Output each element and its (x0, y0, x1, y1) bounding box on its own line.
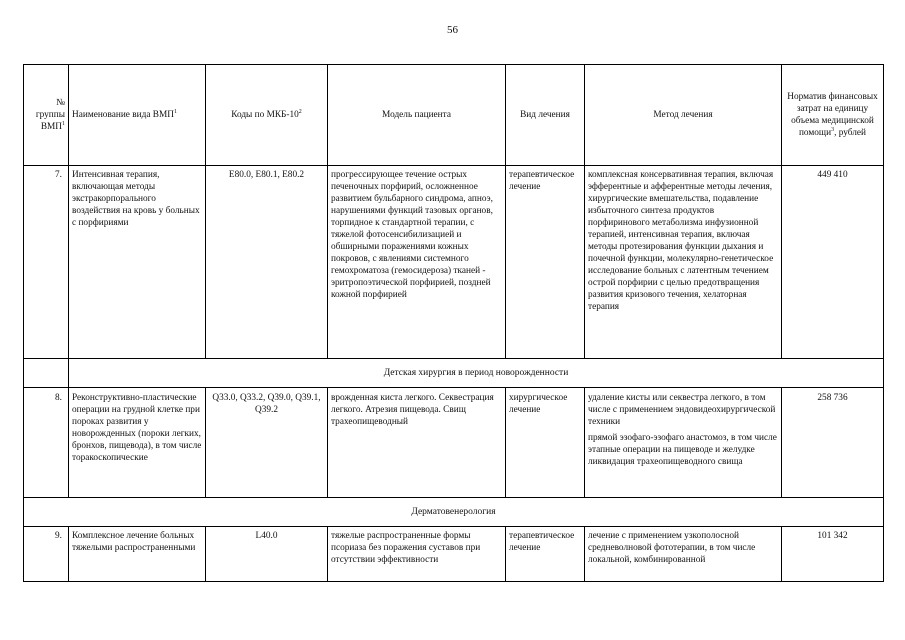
treatment-type: хирургическое лечение (506, 388, 585, 498)
vmp-name: Интенсивная терапия, включающая методы экстракорпорального воздействия на кровь у больных с порфириями (69, 166, 206, 359)
table-row (24, 527, 884, 582)
icd-codes: L40.0 (206, 527, 328, 582)
table-row (24, 166, 884, 359)
treatment-method: лечение с применением узкополосной средневолновой фототерапии, в том числе локальной, комбинированной (585, 527, 782, 582)
header-treatment-method: Метод лечения (585, 65, 782, 166)
cost-standard: 258 736 (782, 388, 884, 498)
patient-model: врожденная киста легкого. Секвестрация легкого. Атрезия пищевода. Свищ трахеопищеводный (328, 388, 506, 498)
group-number: 9. (24, 527, 69, 582)
vmp-name: Комплексное лечение больных тяжелыми распространенными (69, 527, 206, 582)
vmp-name: Реконструктивно-пластические операции на грудной клетке при пороках развития у новорожденных (пороки легких, бронхов, пищевода), в том числе торакоскопические (69, 388, 206, 498)
section-title-derma: Дерматовенерология (24, 498, 884, 527)
treatment-type: терапевтическое лечение (506, 166, 585, 359)
icd-codes: E80.0, E80.1, E80.2 (206, 166, 328, 359)
treatment-method: комплексная консервативная терапия, включая эфферентные и афферентные методы лечения, хирургические вмешательства, подавление избыточного синтеза продуктов порфиринового метаболизма инфузионной терапией, интенсивная терапия, включая методы протезирования функции дыхания и почечной функции, молекулярно-генетическое исследование больных с латентным течением острой порфирии с целью предотвращения развития кризового течения, хелаторная терапия (585, 166, 782, 359)
cost-standard: 449 410 (782, 166, 884, 359)
patient-model: тяжелые распространенные формы псориаза без поражения суставов при отсутствии эффективности (328, 527, 506, 582)
header-cost-standard: Норматив финансовых затрат на единицу объема медицинской помощи$^3$, рублей (782, 65, 884, 166)
table-header-row (24, 65, 884, 166)
treatment-type: терапевтическое лечение (506, 527, 585, 582)
icd-codes: Q33.0, Q33.2, Q39.0, Q39.1, Q39.2 (206, 388, 328, 498)
header-treatment-type: Вид лечения (506, 65, 585, 166)
treatment-method-part: удаление кисты или секвестра легкого, в том числе с применением эндовидеохирургической техники (588, 393, 776, 427)
treatment-method (585, 388, 782, 498)
cost-standard: 101 342 (782, 527, 884, 582)
header-icd-codes: Коды по МКБ-$10^2$ (206, 65, 328, 166)
patient-model: прогрессирующее течение острых печеночных порфирий, осложненное развитием бульбарного синдрома, апноэ, нарушениями функций тазовых органов, торпидное к стандартной терапии, с тяжелой фотосенсибилизацией и обширными поражениями кожных покровов, с явлениями системного гемохроматоза (гемосидероза) тканей - эритропоэтической порфирией, поздней кожной порфирией (328, 166, 506, 359)
header-patient-model: Модель пациента (328, 65, 506, 166)
section-row (24, 498, 884, 527)
treatment-method-part: прямой эзофаго-эзофаго анастомоз, в том числе этапные операции на пищеводе и желудке ликвидация трахеопищеводного свища (588, 433, 777, 467)
group-number: 7. (24, 166, 69, 359)
section-spacer (24, 359, 69, 388)
vmp-table (23, 64, 884, 582)
header-group-number: № группы ВМП$^1$ (24, 65, 69, 166)
header-vmp-name: Наименование вида ВМП$^1$ (69, 65, 206, 166)
section-row (24, 359, 884, 388)
table-row (24, 388, 884, 498)
page-number: 56 (447, 24, 458, 36)
group-number: 8. (24, 388, 69, 498)
section-title-neonatal: Детская хирургия в период новорожденности (69, 359, 884, 388)
